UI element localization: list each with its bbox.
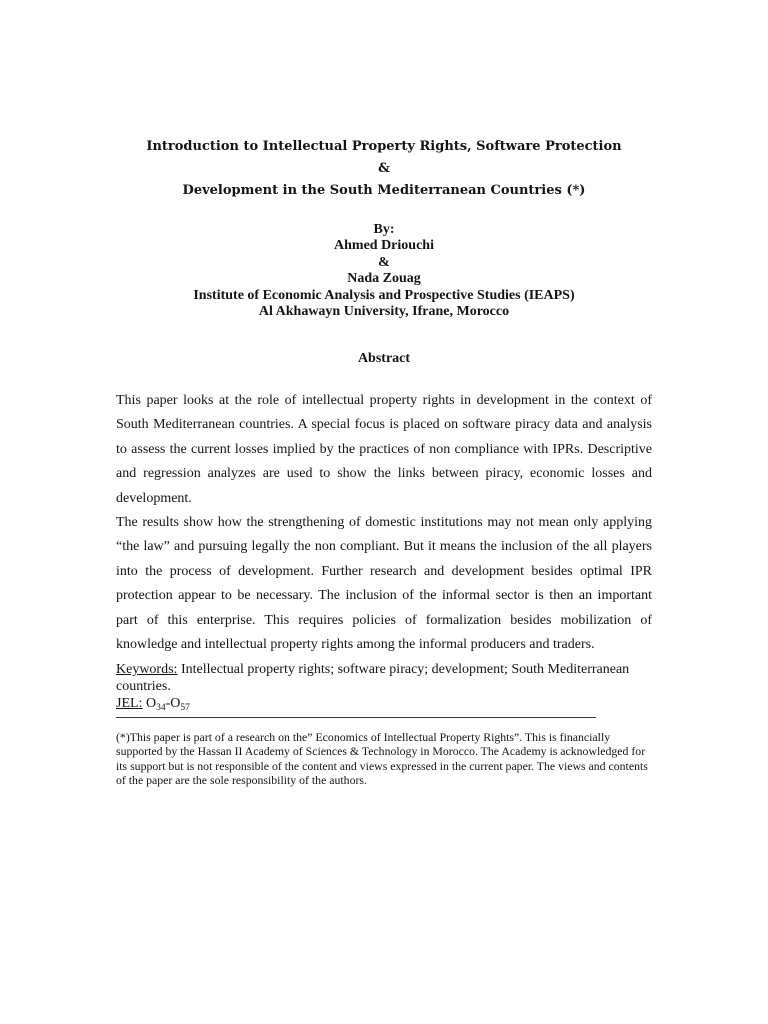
footnote-line: its support but is not responsible of the content and views expressed in the current paper. The views and contents — [116, 758, 648, 773]
paper-title — [0, 136, 768, 202]
text-line: to assess the current losses implied by the practices of non compliance with IPRs. Descriptive — [116, 441, 652, 457]
jel-code-main: O — [145, 696, 157, 711]
footnote-line: (*)This paper is part of a research on the” Economics of Intellectual Property Rights”. This is financially — [116, 730, 611, 744]
footnote-line: supported by the Hassan II Academy of Sciences & Technology in Morocco. The Academy is acknowledged for — [116, 744, 646, 759]
footnote-line: of the paper are the sole responsibility of the authors. — [116, 773, 367, 788]
text-line: The results show how the strengthening of domestic institutions may not mean only applying — [116, 514, 652, 530]
jel-code-sub: 34 — [156, 703, 166, 713]
text-line: This paper looks at the role of intellectual property rights in development in the context of — [116, 393, 652, 408]
by-label: By: — [373, 222, 395, 237]
author-name-2: Nada Zouag — [347, 271, 421, 287]
jel-codes — [116, 695, 652, 712]
keywords-and-jel — [116, 661, 652, 712]
jel-code-sub: 57 — [180, 703, 190, 713]
title-line-2: Development in the South Mediterranean Countries (*) — [182, 183, 586, 198]
author-conjunction: & — [378, 254, 390, 270]
text-line: and regression analyzes are used to show the links between piracy, economic losses and — [116, 466, 652, 482]
jel-label: JEL: — [116, 696, 143, 711]
title-line-1: Introduction to Intellectual Property Rights, Software Protection — [146, 139, 622, 154]
jel-code-main: O — [170, 696, 181, 711]
text-line: South Mediterranean countries. A special focus is placed on software piracy data and analysis — [116, 417, 652, 433]
text-line: development. — [116, 490, 192, 506]
keywords — [116, 661, 652, 695]
author-block — [0, 222, 768, 320]
text-line: part of this enterprise. This requires policies of formalization besides mobilization of — [116, 612, 652, 628]
abstract-body — [116, 389, 652, 657]
jel-separator: - — [165, 696, 171, 711]
abstract-heading: Abstract — [357, 351, 411, 366]
affiliation-institute: Institute of Economic Analysis and Prospective Studies (IEAPS) — [193, 287, 575, 303]
abstract-paragraph-2 — [116, 511, 652, 657]
keywords-label: Keywords: — [116, 662, 178, 677]
text-line: knowledge and intellectual property rights among the informal producers and traders. — [116, 636, 595, 652]
affiliation-university: Al Akhawayn University, Ifrane, Morocco — [258, 304, 510, 320]
footnote — [116, 730, 661, 788]
text-line: into the process of development. Further research and development besides optimal IPR — [116, 563, 652, 579]
text-line: “the law” and pursuing legally the non compliant. But it means the inclusion of the all players — [116, 539, 652, 555]
author-name-1: Ahmed Driouchi — [334, 238, 434, 254]
keywords-text: Intellectual property rights; software piracy; development; South Mediterranean countries. — [116, 662, 630, 694]
text-line: protection appear to be necessary. The inclusion of the informal sector is then an important — [116, 588, 652, 604]
footnote-separator — [116, 717, 596, 718]
title-ampersand: & — [378, 161, 390, 176]
abstract-paragraph-1 — [116, 389, 652, 511]
